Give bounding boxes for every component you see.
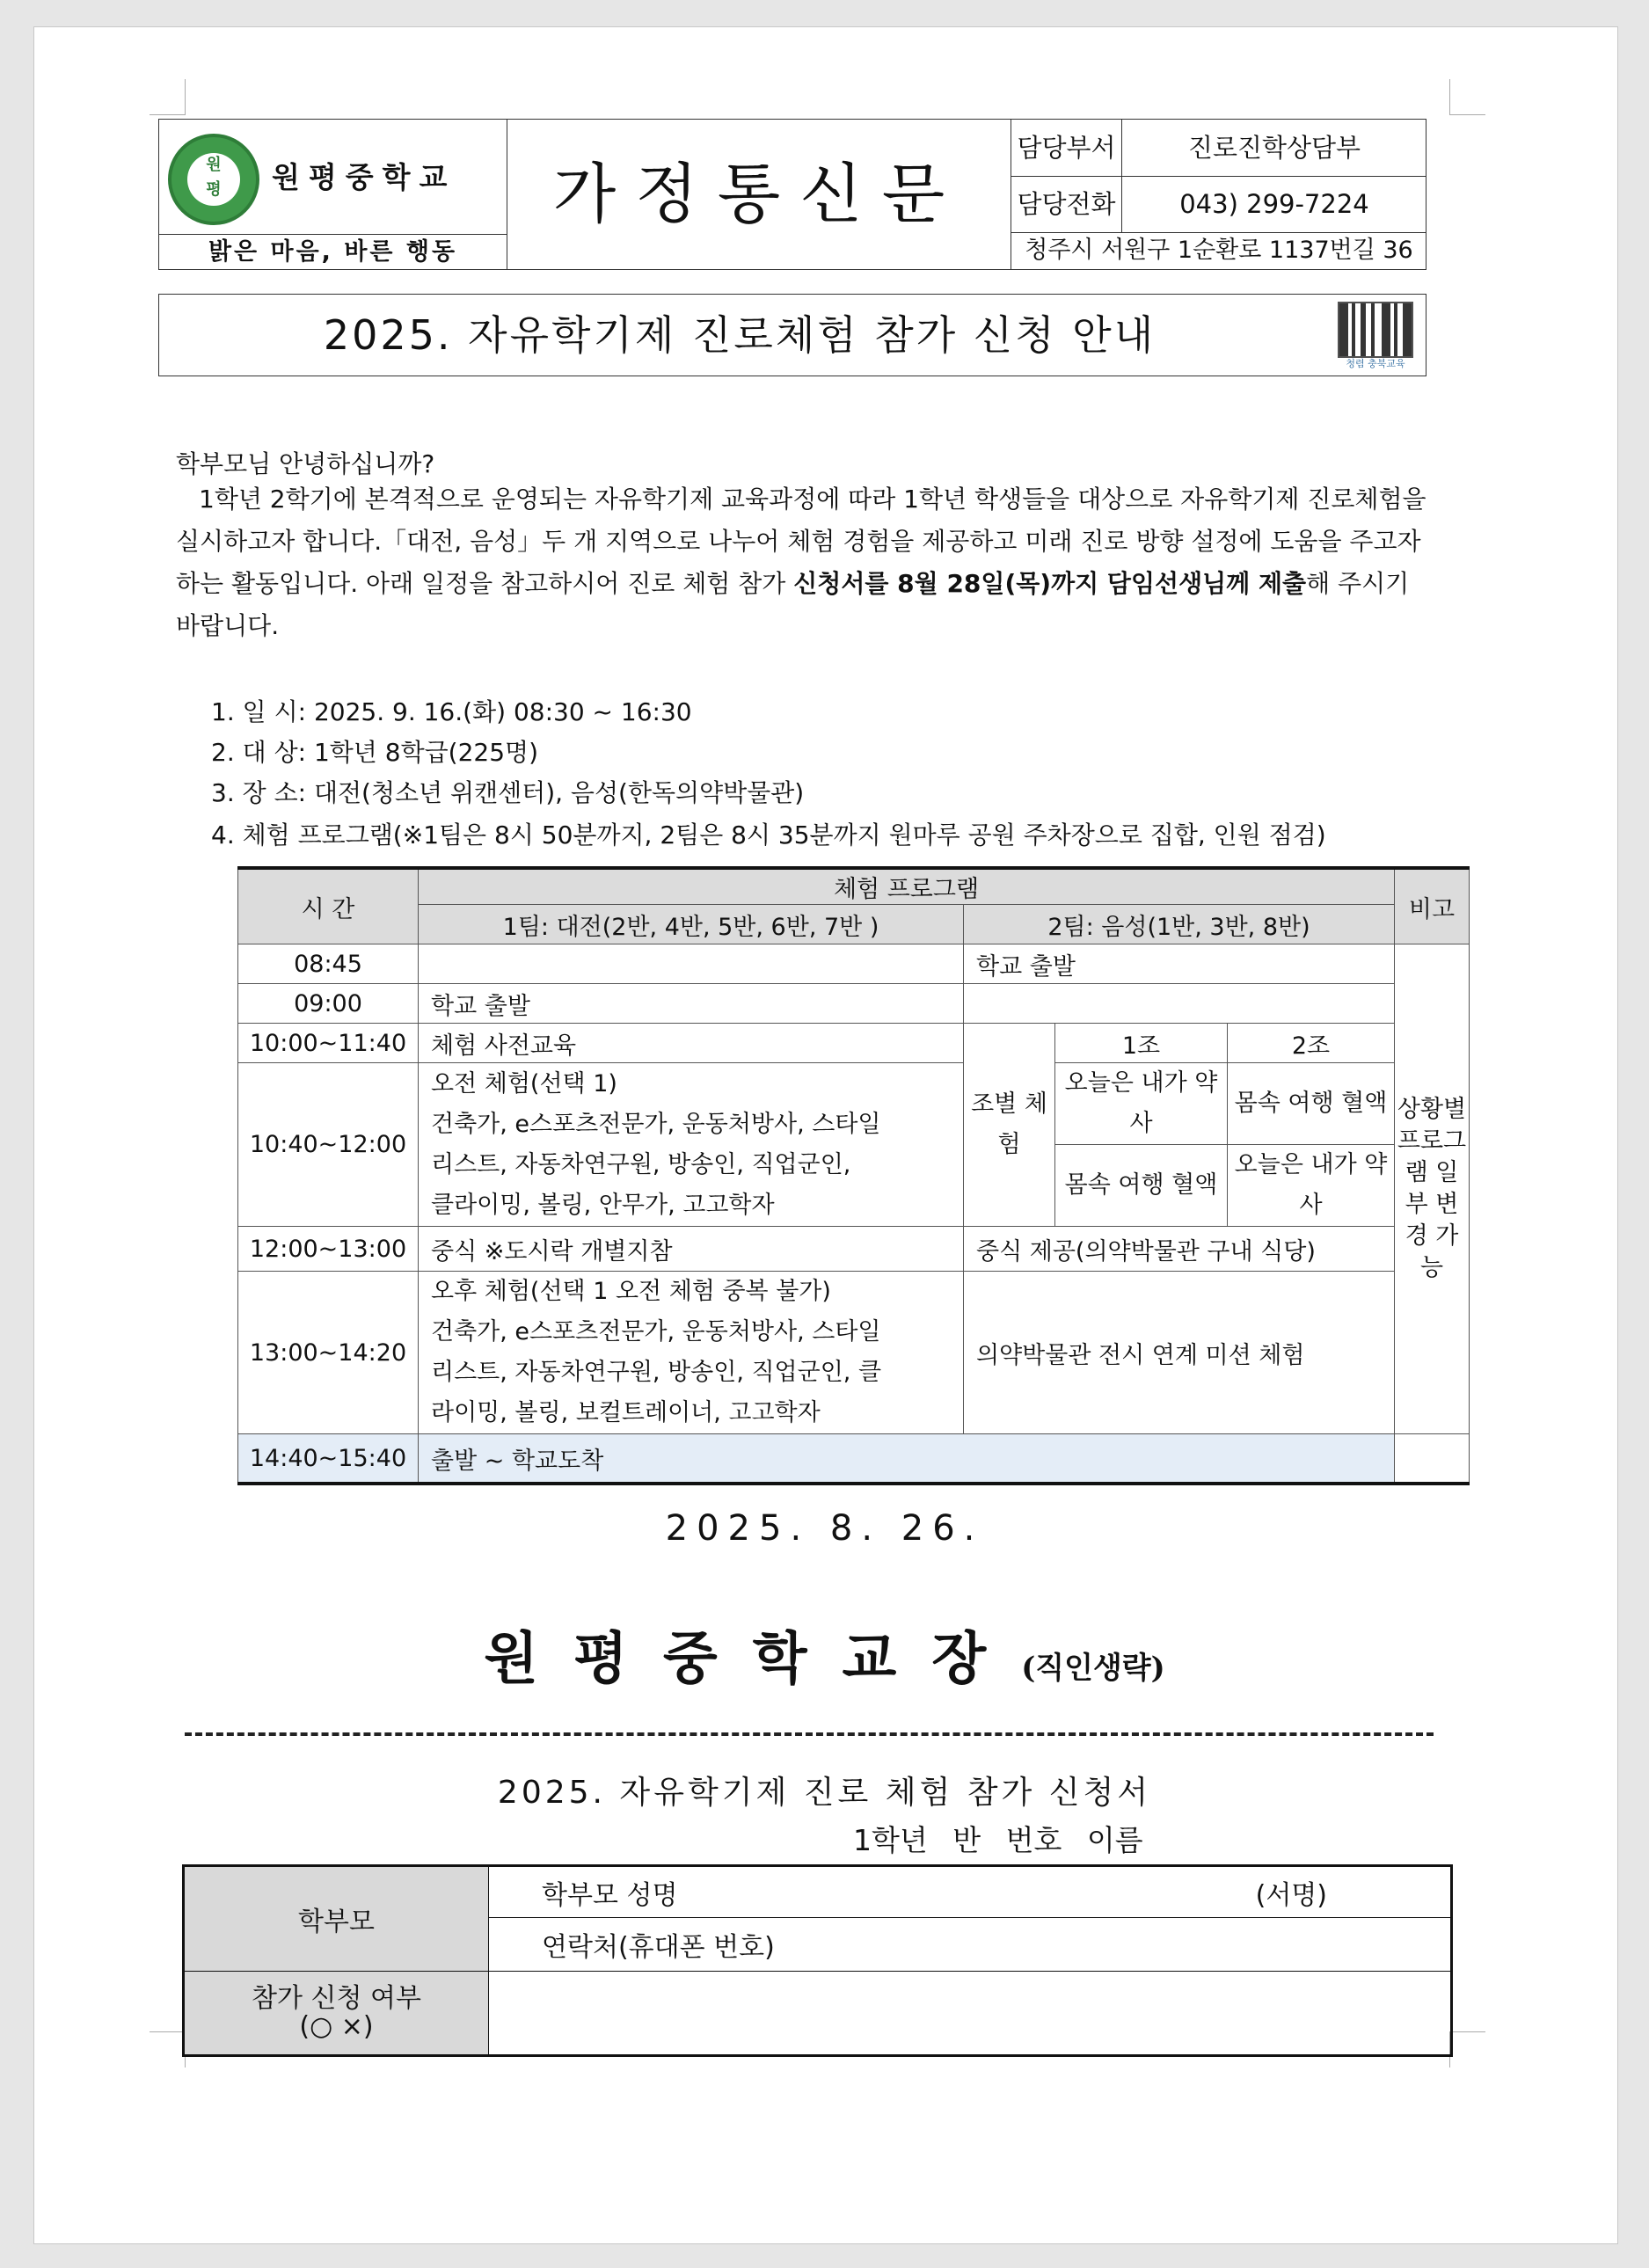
signature-field[interactable]: (서명) <box>1255 1879 1327 1911</box>
header-note: 비고 <box>1395 868 1470 944</box>
parent-label: 학부모 <box>184 1866 489 1972</box>
application-form-table <box>182 1864 1453 2057</box>
contact-field[interactable]: 연락처(휴대폰 번호) <box>489 1918 1452 1972</box>
table-row: 10:00~11:40 체험 사전교육 조별 체험 1조 2조 <box>238 1024 1470 1063</box>
school-logo-cell <box>159 120 507 269</box>
header-team2: 2팀: 음성(1반, 3반, 8반) <box>964 905 1395 944</box>
table-row: 08:45 학교 출발 상황별 프로그램 일부 변경 가능 <box>238 944 1470 984</box>
table-row: 14:40~15:40 출발 ~ 학교도착 <box>238 1434 1470 1484</box>
dept-label: 담당부서 <box>1011 120 1122 176</box>
table-row: 09:00 학교 출발 <box>238 984 1470 1024</box>
notice-title-box <box>158 294 1426 376</box>
info-item-program: 4. 체험 프로그램(※1팀은 8시 50분까지, 2팀은 8시 35분까지 원마루 공원 주차장으로 집합, 인원 점검) <box>211 820 1326 850</box>
seal-omitted-note: (직인생략) <box>1021 1651 1165 1686</box>
phone-value: 043) 299-7224 <box>1179 189 1369 219</box>
morning-experience-title: 오전 체험(선택 1) <box>431 1069 617 1098</box>
info-item-date: 1. 일 시: 2025. 9. 16.(화) 08:30 ~ 16:30 <box>211 697 692 726</box>
letter-date: 2025. 8. 26. <box>665 1508 984 1549</box>
newsletter-title: 가정통신문 <box>552 157 965 232</box>
table-row: 13:00~14:20 오후 체험(선택 1 오전 체험 중복 불가) 건축가, e스포츠전문가, 운동처방사, 스타일 리스트, 자동차연구원, 방송인, 직업군인, 클 라이밍, 볼링, 보컬트레이너, 고고학자 의약박물관 전시 연계 미션 체험 <box>238 1272 1470 1434</box>
crop-mark <box>1449 79 1485 115</box>
qr-code-icon <box>1338 302 1413 358</box>
header-team1: 1팀: 대전(2반, 4반, 5반, 6반, 7반 ) <box>419 905 964 944</box>
dept-value: 진로진학상담부 <box>1187 133 1361 163</box>
table-row: 10:40~12:00 오전 체험(선택 1) 건축가, e스포츠전문가, 운동처방사, 스타일 리스트, 자동차연구원, 방송인, 직업군인, 클라이밍, 볼링, 안무가, 고고학자 오늘은 내가 약사 몸속 여행 혈액 <box>238 1063 1470 1145</box>
parent-name-label: 학부모 성명 <box>542 1879 678 1911</box>
crop-mark <box>150 2031 186 2067</box>
contact-info <box>1011 120 1426 269</box>
letterhead <box>158 119 1426 270</box>
header-time: 시 간 <box>238 868 419 944</box>
deadline-highlight: 신청서를 8월 28일(목)까지 담임선생님께 제출 <box>793 569 1307 598</box>
class-number-name-line: 1학년 반 번호 이름 <box>853 1823 1143 1857</box>
header-program: 체험 프로그램 <box>419 868 1395 905</box>
school-name: 원평중학교 <box>272 160 456 194</box>
info-item-target: 2. 대 상: 1학년 8학급(225명) <box>211 738 539 767</box>
notice-title: 2025. 자유학기제 진로체험 참가 신청 안내 <box>323 311 1156 359</box>
afternoon-experience-title: 오후 체험(선택 1 오전 체험 중복 불가) <box>431 1278 831 1305</box>
application-form-title: 2025. 자유학기제 진로 체험 참가 신청서 <box>497 1775 1152 1811</box>
cut-line <box>185 1732 1434 1736</box>
table-row: 12:00~13:00 중식 ※도시락 개별지참 중식 제공(의약박물관 구내 식당) <box>238 1227 1470 1272</box>
table-row: 몸속 여행 혈액 오늘은 내가 약사 <box>238 1145 1470 1227</box>
apply-label: 참가 신청 여부 (○ ×) <box>184 1972 489 2056</box>
apply-choice-field[interactable] <box>489 1972 1452 2056</box>
info-item-place: 3. 장 소: 대전(청소년 위캔센터), 음성(한독의약박물관) <box>211 778 805 807</box>
intro-paragraph: 1학년 2학기에 본격적으로 운영되는 자유학기제 교육과정에 따라 1학년 학생들을 대상으로 자유학기제 진로체험을 실시하고자 합니다.「대전, 음성」두 개 지역으로 나누어 체험 경험을 제공하고 미래 진로 방향 설정에 도움을 주고자 하는 활동입니다. 아래 일정을 참고하시어 진로 체험 참가 신청서를 8월 28일(목)까지 담임선생님께 제출해 주시기 바랍니다. <box>176 485 1426 640</box>
group-experience-label: 조별 체험 <box>964 1024 1055 1227</box>
schedule-table <box>237 866 1470 1485</box>
school-emblem-icon: 원 평 <box>168 134 259 225</box>
principal-signature: 원평중학교장(직인생략) <box>484 1626 1165 1692</box>
school-motto: 밝은 마음, 바른 행동 <box>159 234 507 270</box>
greeting: 학부모님 안녕하십니까? <box>176 449 435 478</box>
crop-mark <box>1449 2031 1485 2067</box>
qr-caption: 청렴 충북교육 <box>1346 358 1405 369</box>
school-address: 청주시 서원구 1순환로 1137번길 36 <box>1025 237 1413 264</box>
phone-label: 담당전화 <box>1011 176 1122 232</box>
schedule-note: 상황별 프로그램 일부 변경 가능 <box>1395 944 1470 1434</box>
crop-mark <box>150 79 186 115</box>
